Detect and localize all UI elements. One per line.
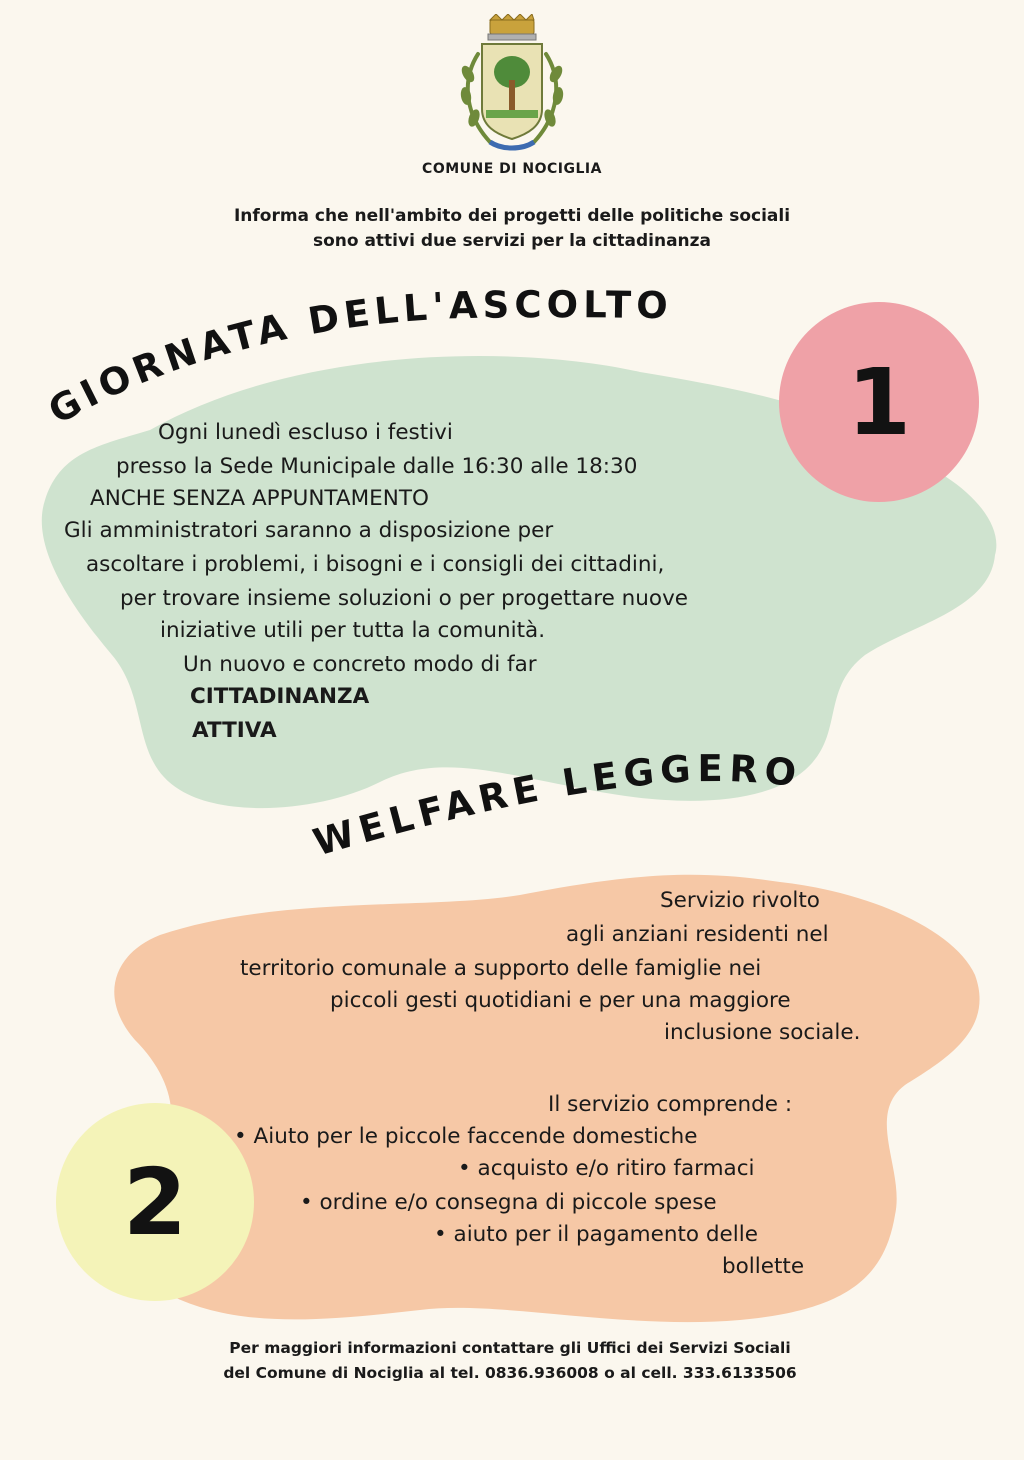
intro-text	[80, 204, 944, 254]
service-1-number-badge: 1	[779, 302, 979, 502]
service-1-line: CITTADINANZA	[190, 684, 370, 709]
service-1-line: Un nuovo e concreto modo di far	[183, 652, 537, 677]
service-2-line: piccoli gesti quotidiani e per una maggiore	[330, 988, 791, 1013]
footer-info	[100, 1336, 920, 1386]
service-2-bullet: • ordine e/o consegna di piccole spese	[300, 1190, 717, 1215]
service-2-bullet: • Aiuto per le piccole faccende domestiche	[234, 1124, 698, 1149]
service-1-line: iniziative utili per tutta la comunità.	[160, 618, 546, 643]
service-1-line: per trovare insieme soluzioni o per progettare nuove	[120, 586, 689, 611]
footer-line-2: del Comune di Nociglia al tel. 0836.936008 o al cell. 333.6133506	[223, 1364, 797, 1382]
service-2-line: agli anziani residenti nel	[566, 922, 829, 947]
intro-line-2: sono attivi due servizi per la cittadinanza	[312, 231, 712, 251]
service-2-bullet: • aiuto per il pagamento delle	[434, 1222, 758, 1247]
service-2-line: Servizio rivolto	[660, 888, 820, 913]
service-1-line: ATTIVA	[192, 718, 277, 743]
service-1-line: presso la Sede Municipale dalle 16:30 alle 18:30	[116, 454, 638, 479]
service-1-line: ascoltare i problemi, i bisogni e i consigli dei cittadini,	[86, 552, 665, 577]
service-2-title: WELFARE LEGGERO	[308, 746, 805, 865]
service-2-bullet: bollette	[722, 1254, 805, 1279]
service-2-line: territorio comunale a supporto delle famiglie nei	[240, 956, 762, 981]
service-1-line: Ogni lunedì escluso i festivi	[158, 420, 453, 445]
intro-line-1: Informa che nell'ambito dei progetti delle politiche sociali	[233, 206, 791, 226]
service-2-line: inclusione sociale.	[664, 1020, 861, 1045]
service-2-number-badge: 2	[56, 1103, 254, 1301]
service-2-bullet: • acquisto e/o ritiro farmaci	[458, 1156, 755, 1181]
service-1-title: GIORNATA DELL'ASCOLTO	[41, 283, 674, 433]
footer-line-1: Per maggiori informazioni contattare gli Uffici dei Servizi Sociali	[229, 1339, 791, 1357]
service-2-includes-heading: Il servizio comprende :	[548, 1092, 793, 1117]
municipality-name: COMUNE DI NOCIGLIA	[422, 161, 602, 177]
orange-blob	[114, 875, 979, 1322]
service-1-line: ANCHE SENZA APPUNTAMENTO	[90, 486, 429, 511]
municipal-crest-icon	[450, 14, 574, 164]
service-1-line: Gli amministratori saranno a disposizione per	[64, 518, 554, 543]
